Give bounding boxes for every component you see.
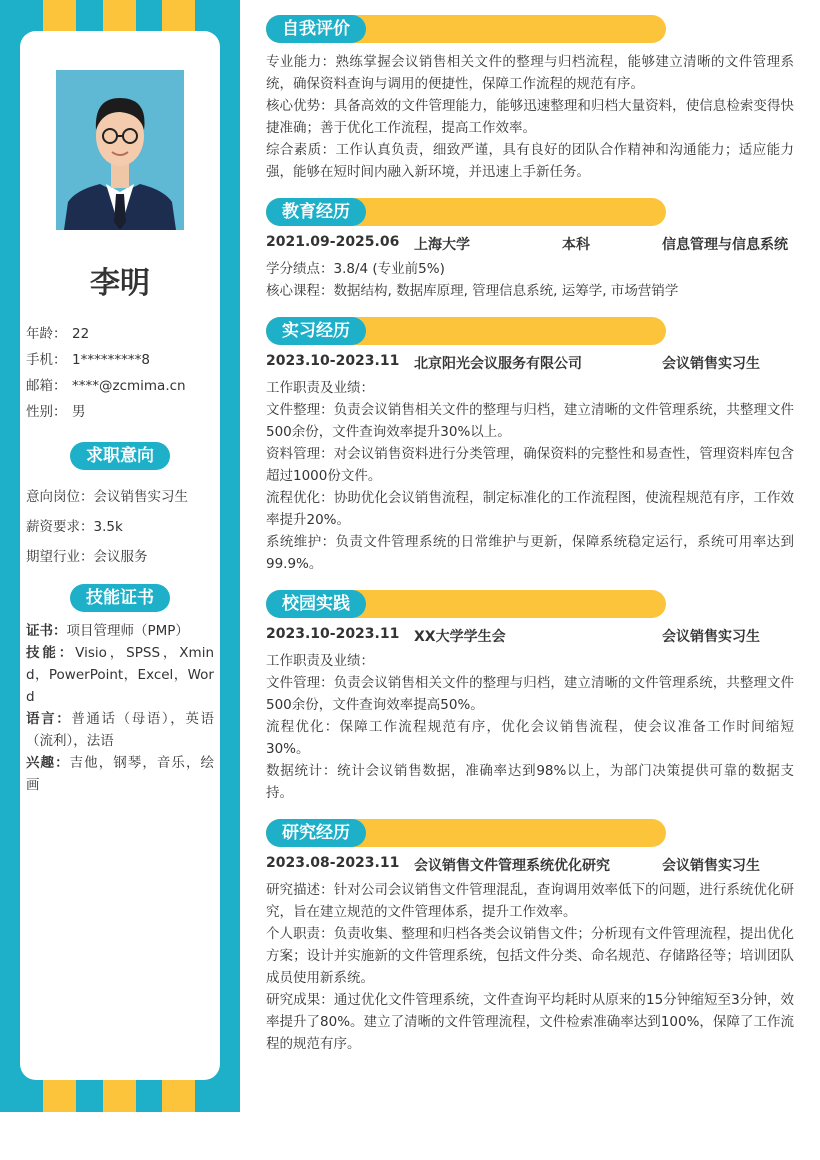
skill-value: 吉他，钢琴，音乐，绘画 <box>26 755 214 793</box>
internship-period: 2023.10-2023.11 <box>266 353 400 369</box>
skills-list <box>26 620 214 796</box>
info-label: 手机： <box>26 352 67 368</box>
internship-row <box>266 353 794 375</box>
skill-label: 兴趣： <box>26 755 70 771</box>
internship-company: 北京阳光会议服务有限公司 <box>414 356 582 372</box>
internship-role: 会议销售实习生 <box>662 356 760 372</box>
research-period: 2023.08-2023.11 <box>266 855 400 871</box>
skill-item <box>26 708 214 752</box>
paragraph: 流程优化：保障工作流程规范有序，优化会议销售流程，使会议准备工作时间缩短30%。 <box>266 719 794 757</box>
decor-stripe <box>162 1080 195 1112</box>
decor-stripe <box>103 1080 136 1112</box>
paragraph: 研究成果：通过优化文件管理系统，文件查询平均耗时从原来的15分钟缩短至3分钟，效率提升了80%。建立了清晰的文件管理流程，文件检索准确率达到100%，保障了工作流程的规范有序。 <box>266 992 794 1052</box>
info-value: 1*********8 <box>72 352 150 368</box>
internship-header <box>266 317 666 345</box>
section-title: 自我评价 <box>266 15 366 43</box>
internship-body <box>266 377 794 575</box>
education-major: 信息管理与信息系统 <box>662 237 788 253</box>
paragraph: 核心课程：数据结构, 数据库原理, 管理信息系统, 运筹学, 市场营销学 <box>266 283 679 299</box>
education-header <box>266 198 666 226</box>
info-label: 性别： <box>26 404 67 420</box>
research-project: 会议销售文件管理系统优化研究 <box>414 858 610 874</box>
paragraph: 文件整理：负责会议销售相关文件的整理与归档，建立清晰的文件管理系统，共整理文件500余份，文件查询效率提升30%以上。 <box>266 402 794 440</box>
campus-row <box>266 626 794 648</box>
job-intent-industry: 期望行业：会议服务 <box>26 549 148 565</box>
paragraph: 资料管理：对会议销售资料进行分类管理，确保资料的完整性和易查性，管理资料库包含超过1000份文件。 <box>266 446 794 484</box>
campus-role: 会议销售实习生 <box>662 629 760 645</box>
skill-label: 语言： <box>26 711 72 727</box>
info-value: ****@zcmima.cn <box>72 378 186 394</box>
decor-stripe <box>103 0 136 32</box>
campus-org: XX大学学生会 <box>414 629 506 645</box>
info-label: 年龄： <box>26 326 67 342</box>
section-title: 教育经历 <box>266 198 366 226</box>
research-row <box>266 855 794 877</box>
skill-label: 技能： <box>26 645 76 661</box>
skill-item <box>26 642 214 708</box>
campus-header <box>266 590 666 618</box>
skill-value: 项目管理师（PMP） <box>66 623 189 639</box>
paragraph: 综合素质：工作认真负责，细致严谨，具有良好的团队合作精神和沟通能力；适应能力强，能够在短时间内融入新环境，并迅速上手新任务。 <box>266 142 794 180</box>
paragraph: 个人职责：负责收集、整理和归档各类会议销售文件；分析现有文件管理流程，提出优化方案；设计并实施新的文件管理系统，包括文件分类、命名规范、存储路径等；培训团队成员使用新系统。 <box>266 926 794 986</box>
campus-body <box>266 650 794 804</box>
education-period: 2021.09-2025.06 <box>266 234 400 250</box>
job-intent-salary: 薪资要求：3.5k <box>26 519 123 535</box>
info-age <box>26 322 89 342</box>
skill-item <box>26 752 214 796</box>
paragraph: 研究描述：针对公司会议销售文件管理混乱，查询调用效率低下的问题，进行系统优化研究，旨在建立规范的文件管理体系，提升工作效率。 <box>266 882 794 920</box>
info-value: 男 <box>72 404 86 420</box>
education-degree: 本科 <box>562 237 590 253</box>
education-row <box>266 234 794 256</box>
paragraph: 工作职责及业绩： <box>266 653 374 669</box>
education-school: 上海大学 <box>414 237 470 253</box>
campus-period: 2023.10-2023.11 <box>266 626 400 642</box>
self-eval-body <box>266 51 794 183</box>
education-body <box>266 258 794 302</box>
skill-item <box>26 620 214 642</box>
paragraph: 核心优势：具备高效的文件管理能力，能够迅速整理和归档大量资料，使信息检索变得快捷准确；善于优化工作流程，提高工作效率。 <box>266 98 794 136</box>
info-phone <box>26 348 150 368</box>
paragraph: 数据统计：统计会议销售数据，准确率达到98%以上，为部门决策提供可靠的数据支持。 <box>266 763 794 801</box>
info-email <box>26 374 186 394</box>
job-intent-heading: 求职意向 <box>70 442 170 470</box>
profile-photo <box>56 70 184 230</box>
info-gender <box>26 400 86 420</box>
paragraph: 流程优化：协助优化会议销售流程，制定标准化的工作流程图，使流程规范有序，工作效率提升20%。 <box>266 490 794 528</box>
paragraph: 学分绩点：3.8/4 (专业前5%) <box>266 261 445 277</box>
decor-stripe <box>43 1080 76 1112</box>
profile-name: 李明 <box>90 266 150 301</box>
research-header <box>266 819 666 847</box>
section-title: 研究经历 <box>266 819 366 847</box>
section-title: 实习经历 <box>266 317 366 345</box>
skill-value: Visio，SPSS，Xmind，PowerPoint，Excel，Word <box>26 645 215 705</box>
self-eval-header <box>266 15 666 43</box>
research-body <box>266 879 794 1055</box>
paragraph: 工作职责及业绩： <box>266 380 374 396</box>
skill-value: 普通话（母语），英语（流利），法语 <box>26 711 214 749</box>
decor-stripe <box>162 0 195 32</box>
info-value: 22 <box>72 326 90 342</box>
paragraph: 文件管理：负责会议销售相关文件的整理与归档，建立清晰的文件管理系统，共整理文件500余份，文件查询效率提高50%。 <box>266 675 794 713</box>
info-label: 邮箱： <box>26 378 67 394</box>
decor-stripe <box>43 0 76 32</box>
job-intent-position: 意向岗位：会议销售实习生 <box>26 489 188 505</box>
skills-heading: 技能证书 <box>70 584 170 612</box>
section-title: 校园实践 <box>266 590 366 618</box>
skill-label: 证书： <box>26 623 67 639</box>
paragraph: 专业能力：熟练掌握会议销售相关文件的整理与归档流程，能够建立清晰的文件管理系统，确保资料查询与调用的便捷性，保障工作流程的规范有序。 <box>266 54 794 92</box>
research-role: 会议销售实习生 <box>662 858 760 874</box>
paragraph: 系统维护：负责文件管理系统的日常维护与更新，保障系统稳定运行，系统可用率达到99.9%。 <box>266 534 794 572</box>
